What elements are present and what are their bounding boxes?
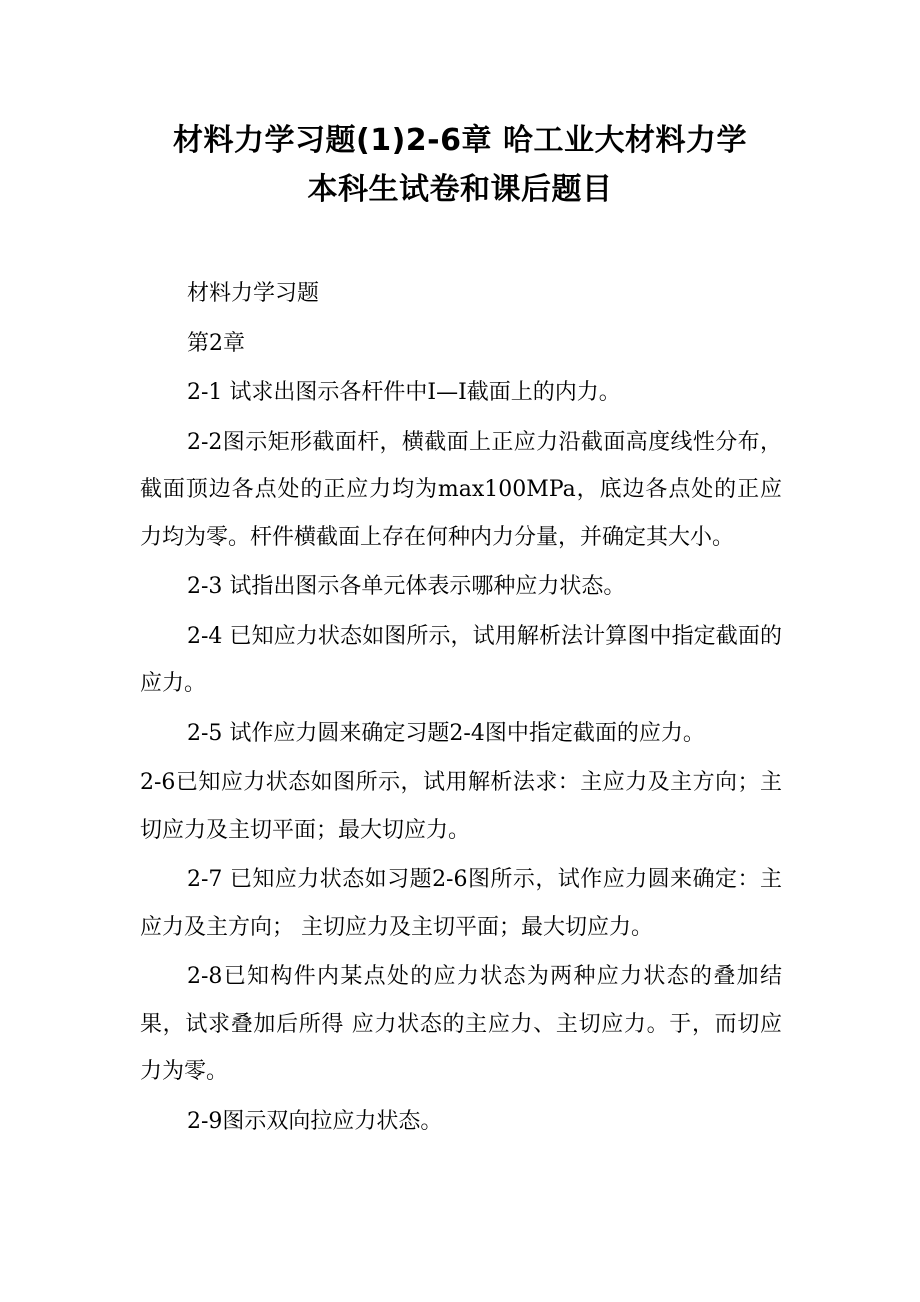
paragraph-problem-2-4: 2-4 已知应力状态如图所示，试用解析法计算图中指定截面的应力。 (140, 623, 782, 696)
paragraph-problem-2-6: 2-6已知应力状态如图所示，试用解析法求：主应力及主方向；主切应力及主切平面；最大切应力。 (140, 770, 782, 843)
paragraph-problem-2-7: 2-7 已知应力状态如习题2-6图所示，试作应力圆来确定：主应力及主方向； 主切应力及主切平面；最大切应力。 (140, 867, 782, 940)
paragraph-problem-2-5: 2-5 试作应力圆来确定习题2-4图中指定截面的应力。 (187, 720, 705, 746)
paragraph-problem-2-2: 2-2图示矩形截面杆，横截面上正应力沿截面高度线性分布，截面顶边各点处的正应力均为max100MPa，底边各点处的正应力均为零。杆件横截面上存在何种内力分量，并确定其大小。 (140, 429, 782, 550)
title-line-1: 材料力学习题(1)2-6章 哈工业大材料力学 (173, 123, 747, 158)
paragraph-heading: 材料力学习题 (187, 281, 320, 306)
paragraph-problem-2-1: 2-1 试求出图示各杆件中Ⅰ—Ⅰ截面上的内力。 (187, 380, 621, 405)
paragraph-problem-2-8: 2-8已知构件内某点处的应力状态为两种应力状态的叠加结果，试求叠加后所得 应力状态的主应力、主切应力。于，而切应力为零。 (140, 964, 782, 1084)
document-title (100, 116, 820, 214)
document-body (140, 270, 782, 1147)
paragraph-problem-2-3: 2-3 试指出图示各单元体表示哪种应力状态。 (187, 574, 626, 599)
title-line-2: 本科生试卷和课后题目 (307, 172, 613, 207)
paragraph-chapter: 第2章 (187, 330, 245, 356)
paragraph-problem-2-9: 2-9图示双向拉应力状态。 (187, 1108, 443, 1134)
